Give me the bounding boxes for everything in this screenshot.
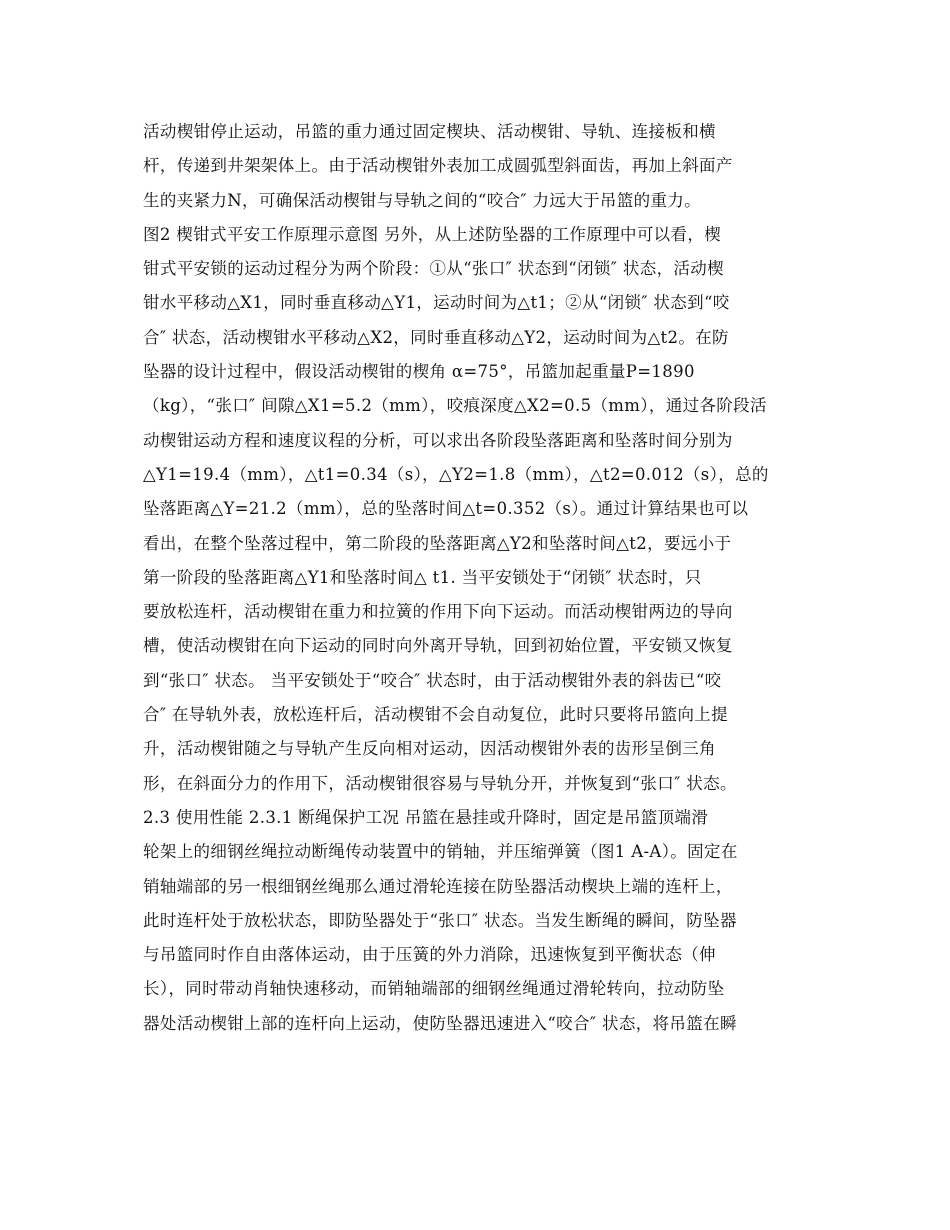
text-line: 坠器的设计过程中，假设活动楔钳的楔角 α=75°，吊篮加起重量P=1890 xyxy=(143,362,695,382)
text-line: 钳式平安锁的运动过程分为两个阶段：①从“张口″ 状态到“闭锁″ 状态，活动楔 xyxy=(143,259,724,279)
text-line: 活动楔钳停止运动，吊篮的重力通过固定楔块、活动楔钳、导轨、连接板和横 xyxy=(143,122,716,141)
body-text xyxy=(143,115,811,1041)
text-line: 与吊篮同时作自由落体运动，由于压簧的外力消除，迅速恢复到平衡状态（伸 xyxy=(143,945,716,965)
text-line: 合″ 状态，活动楔钳水平移动△X2，同时垂直移动△Y2，运动时间为△t2。在防 xyxy=(143,327,729,347)
text-line: 生的夹紧力N，可确保活动楔钳与导轨之间的“咬合″ 力远大于吊篮的重力。 xyxy=(143,190,702,210)
text-line: 钳水平移动△X1，同时垂直移动△Y1，运动时间为△t1；②从“闭锁″ 状态到“咬 xyxy=(143,293,730,313)
text-line: 长），同时带动肖轴快速移动，而销轴端部的细钢丝绳通过滑轮转向，拉动防坠 xyxy=(143,979,725,999)
text-line: （kg），“张口″ 间隙△X1=5.2（mm），咬痕深度△X2=0.5（mm），通过各阶段活 xyxy=(143,396,767,416)
text-line: 合″ 在导轨外表，放松连杆后，活动楔钳不会自动复位，此时只要将吊篮向上提 xyxy=(143,705,729,725)
text-line: △Y1=19.4（mm），△t1=0.34（s），△Y2=1.8（mm），△t2=0.012（s），总的 xyxy=(143,464,769,484)
text-line: 升，活动楔钳随之与导轨产生反向相对运动，因活动楔钳外表的齿形呈倒三角 xyxy=(143,739,716,759)
text-line: 2.3 使用性能 2.3.1 断绳保护工况 吊篮在悬挂或升降时，固定是吊篮顶端滑 xyxy=(143,807,709,827)
text-line: 要放松连杆，活动楔钳在重力和拉簧的作用下向下运动。而活动楔钳两边的导向 xyxy=(143,602,733,622)
text-line: 第一阶段的坠落距离△Y1和坠落时间△ t1. 当平安锁处于“闭锁″ 状态时，只 xyxy=(143,567,702,587)
text-line: 看出，在整个坠落过程中，第二阶段的坠落距离△Y2和坠落时间△t2，要远小于 xyxy=(143,533,732,553)
text-line: 销轴端部的另一根细钢丝绳那么通过滑轮连接在防坠器活动楔块上端的连杆上， xyxy=(143,876,733,896)
text-line: 坠落距离△Y=21.2（mm），总的坠落时间△t=0.352（s）。通过计算结果也可以 xyxy=(143,499,749,519)
text-line: 形，在斜面分力的作用下，活动楔钳很容易与导轨分开，并恢复到“张口″ 状态。 xyxy=(143,773,737,793)
text-line: 轮架上的细钢丝绳拉动断绳传动装置中的销轴，并压缩弹簧（图1 A-A）。固定在 xyxy=(143,842,738,862)
text-line: 器处活动楔钳上部的连杆向上运动，使防坠器迅速进入“咬合″ 状态，将吊篮在瞬 xyxy=(143,1013,737,1033)
text-line: 到“张口″ 状态。 当平安锁处于“咬合″ 状态时，由于活动楔钳外表的斜齿已“咬 xyxy=(143,670,722,690)
text-line: 图2 楔钳式平安工作原理示意图 另外，从上述防坠器的工作原理中可以看，楔 xyxy=(143,224,722,244)
text-line: 此时连杆处于放松状态，即防坠器处于“张口″ 状态。当发生断绳的瞬间，防坠器 xyxy=(143,910,737,930)
text-line: 杆，传递到井架架体上。由于活动楔钳外表加工成圆弧型斜面齿，再加上斜面产 xyxy=(143,156,733,176)
text-line: 槽，使活动楔钳在向下运动的同时向外离开导轨，回到初始位置，平安锁又恢复 xyxy=(143,636,733,656)
text-line: 动楔钳运动方程和速度议程的分析，可以求出各阶段坠落距离和坠落时间分别为 xyxy=(143,430,733,450)
